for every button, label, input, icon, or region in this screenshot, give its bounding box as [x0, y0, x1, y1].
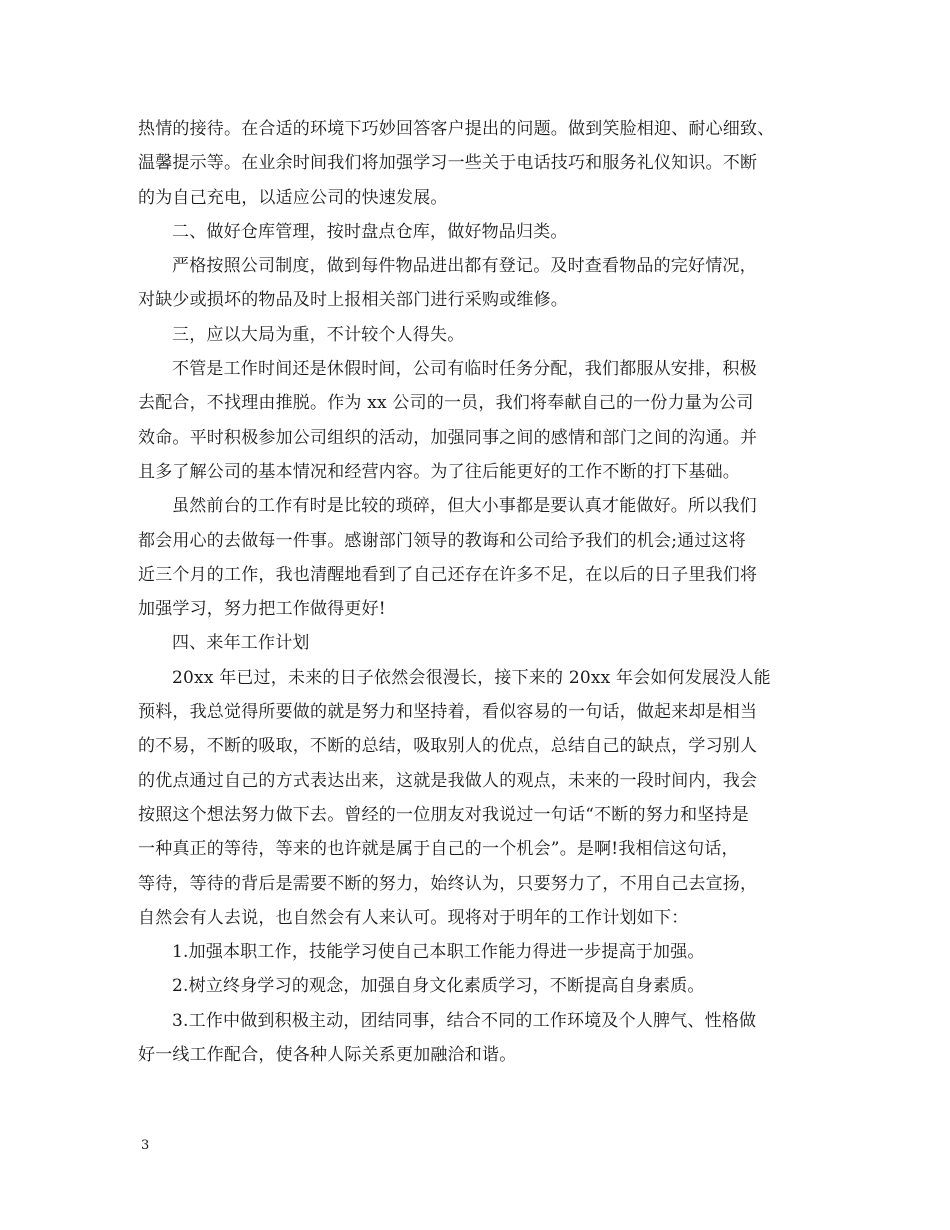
paragraph-line: 对缺少或损坏的物品及时上报相关部门进行采购或维修。: [138, 290, 568, 311]
paragraph-line: 且多了解公司的基本情况和经营内容。为了往后能更好的工作不断的打下基础。: [138, 461, 740, 482]
paragraph-line: 近三个月的工作，我也清醒地看到了自己还存在许多不足，在以后的日子里我们将: [138, 564, 758, 585]
paragraph-line: 的不易，不断的吸取，不断的总结，吸取别人的优点，总结自己的缺点，学习别人: [138, 736, 758, 757]
paragraph-line: 等待，等待的背后是需要不断的努力，始终认为，只要努力了，不用自己去宣扬，: [138, 873, 758, 894]
list-item-continuation: 好一线工作配合，使各种人际关系更加融洽和谐。: [138, 1045, 517, 1066]
paragraph-line: 不管是工作时间还是休假时间，公司有临时任务分配，我们都服从安排，积极: [172, 359, 757, 380]
paragraph-line: 效命。平时积极参加公司组织的活动，加强同事之间的感情和部门之间的沟通。并: [138, 427, 758, 448]
paragraph-line: 一种真正的等待，等来的也许就是属于自己的一个机会”。是啊!我相信这句话，: [138, 839, 739, 860]
page-number: 3: [141, 1138, 150, 1153]
paragraph-line: 热情的接待。在合适的环境下巧妙回答客户提出的问题。做到笑脸相迎、耐心细致、: [138, 119, 775, 139]
list-item: 3.工作中做到积极主动，团结同事，结合不同的工作环境及个人脾气、性格做: [172, 1010, 757, 1031]
list-item: 2.树立终身学习的观念，加强自身文化素质学习，不断提高自身素质。: [172, 976, 705, 997]
paragraph-line: 20xx 年已过，未来的日子依然会很漫长，接下来的 20xx 年会如何发展没人能: [172, 667, 771, 688]
paragraph-line: 去配合，不找理由推脱。作为 xx 公司的一员，我们将奉献自己的一份力量为公司: [138, 393, 754, 414]
paragraph-line: 的为自己充电，以适应公司的快速发展。: [138, 187, 448, 208]
paragraph-line: 预料，我总觉得所要做的就是努力和坚持着，看似容易的一句话，做起来却是相当: [138, 702, 758, 723]
section-heading: 四、来年工作计划: [172, 633, 310, 654]
paragraph-line: 加强学习，努力把工作做得更好!: [138, 599, 386, 620]
paragraph-line: 按照这个想法努力做下去。曾经的一位朋友对我说过一句话“不断的努力和坚持是: [138, 804, 749, 825]
list-item: 1.加强本职工作，技能学习使自己本职工作能力得进一步提高于加强。: [172, 942, 705, 963]
paragraph-line: 温馨提示等。在业余时间我们将加强学习一些关于电话技巧和服务礼仪知识。不断: [138, 153, 758, 174]
paragraph-line: 都会用心的去做每一件事。感谢部门领导的教诲和公司给予我们的机会;通过这将: [138, 530, 746, 551]
section-heading: 二、做好仓库管理，按时盘点仓库，做好物品归类。: [172, 221, 568, 242]
paragraph-line: 自然会有人去说，也自然会有人来认可。现将对于明年的工作计划如下：: [138, 907, 689, 928]
document-body: [138, 112, 818, 1072]
paragraph-line: 严格按照公司制度，做到每件物品进出都有登记。及时查看物品的完好情况，: [172, 256, 757, 277]
paragraph-line: 的优点通过自己的方式表达出来，这就是我做人的观点，未来的一段时间内，我会: [138, 770, 758, 791]
paragraph-line: 虽然前台的工作有时是比较的琐碎，但大小事都是要认真才能做好。所以我们: [172, 496, 757, 517]
section-heading: 三，应以大局为重，不计较个人得失。: [172, 324, 465, 345]
